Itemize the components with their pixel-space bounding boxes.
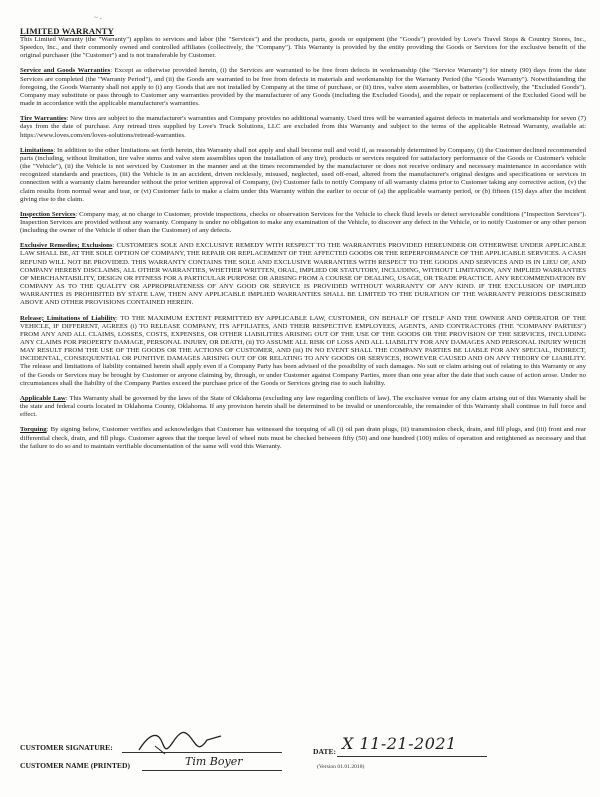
date-line[interactable]	[337, 756, 487, 757]
release-liability-section: Release; Limitations of Liability: TO THE MAXIMUM EXTENT PERMITTED BY APPLICABLE LAW, CUSTOMER, ON BEHALF OF ITSELF AND THE OWNER AND OPERATOR OF THE VEHICLE, IF DIFFERENT, AGREES (i) TO RELEASE COMPANY, ITS AFFILIATES, AND THEIR RESPECTIVE EMPLOYEES, AGENTS, AND CONTRACTORS (THE "COMPANY PARTIES") FROM ANY AND ALL CLAIMS, LOSSES, COSTS, EXPENSES, OR OTHER LIABILITIES ARISING OUT OF THE USE OF THE GOODS OR THE PROVISION OF THE SERVICES, INCLUDING ANY CLAIMS FOR PROPERTY DAMAGE, PERSONAL INJURY, OR DEATH, (ii) TO ASSUME ALL RISK OF LOSS AND ALL LIABILITY FOR ANY DAMAGES AND PERSONAL INJURY WHICH MAY RESULT FROM THE USE OF THE GOODS OR THE ACTIONS OF CUSTOMER, AND (iii) IN NO EVENT SHALL THE COMPANY PARTIES BE LIABLE FOR ANY SPECIAL, INDIRECT, INCIDENTAL, CONSEQUENTIAL OR PUNITIVE DAMAGES ARISING OUT OF OR RELATING TO ANY GOODS OR SERVICES, HOWEVER CAUSED AND ON ANY THEORY OF LIABILITY. The release and limitations of liability contained herein shall apply even if a Company Party has been advised of the possibility of such damages. No suit or claim arising out of relating to this Warranty or any of the Goods or Services may be brought by Customer or anyone claiming by, through, or under Customer against Company Parties, more than one year after the date that such cause of action arose. Under no circumstances shall the liability of the Company Parties exceed the purchase price of the Goods or Services giving rise to such liability.	[20, 314, 586, 387]
exclusive-remedies-section: Exclusive Remedies; Exclusions: CUSTOMER'S SOLE AND EXCLUSIVE REMEDY WITH RESPECT TO THE WARRANTIES PROVIDED HEREUNDER OR OTHERWISE UNDER APPLICABLE LAW SHALL BE, AT THE SOLE OPTION OF COMPANY, THE REPAIR OR REPLACEMENT OF THE AFFECTED GOODS OR THE REPERFORMANCE OF THE APPLICABLE SERVICES. A CASH REFUND WILL NOT BE PROVIDED. THIS WARRANTY CONTAINS THE SOLE AND EXCLUSIVE WARRANTIES WITH RESPECT TO THE GOODS AND SERVICES AND IS IN LIEU OF, AND COMPANY HEREBY DISCLAIMS, ALL OTHER WARRANTIES, WHETHER WRITTEN, ORAL, IMPLIED OR STATUTORY, INCLUDING, WITHOUT LIMITATION, ANY IMPLIED WARRANTIES OF MERCHANTABILITY, DESIGN OR FITNESS FOR A PARTICULAR PURPOSE OR ARISING FROM A COURSE OF DEALING, USAGE, OR TRADE PRACTICE. ANY RECOMMENDATION BY COMPANY AS TO THE QUALITY OR APPROPRIATENESS OF ANY GOOD OR SERVICE IS PROVIDED WITHOUT WARRANTY OF ANY KIND. IF THE EXCLUSION OF IMPLIED WARRANTIES IS PROHIBITED BY STATE LAW, THEN ANY APPLICABLE IMPLIED WARRANTIES SHALL BE LIMITED TO THE DURATION OF THE WARRANTY PERIODS DESCRIBED ABOVE AND OTHER PROVISIONS CONTAINED HEREIN.	[20, 242, 586, 307]
document-title: LIMITED WARRANTY	[20, 26, 115, 36]
service-goods-section: Service and Goods Warranties: Except as otherwise provided herein, (i) the Services are warranted to be free from defects in workmanship (the "Service Warranty") for ninety (90) days from the date Services are completed (the "Warranty Period"), and (ii) the Goods are warranted to be free from defects in materials and workmanship for the Warranty Period (the "Goods Warranty"). Notwithstanding the foregoing, the Goods Warranty shall not apply to (i) any Goods that are not installed by Company at the time of purchase, or (ii) tires, valve stem assemblies, or batteries (collectively, the "Excluded Goods"). Company may substitute or pass through to Customer any warranties provided by the manufacturer of any Goods (including the Excluded Goods), and the repair or replacement of the Excluded Good will be made in accordance with the applicable manufacturer's warranties.	[20, 67, 586, 108]
limitations-section: Limitations: In addition to the other limitations set forth herein, this Warranty shall not apply and shall become null and void if, as reasonably determined by Company, (i) the Customer declined recommended parts (including, without limitation, tire valve stems and valve stem assemblies upon the installation of any tire), products or services required for satisfactory performance of the Goods or Customer's vehicle (the "Vehicle"), (ii) the Vehicle is not serviced by Customer in the manner and at the times recommended by the manufacturer or does not receive ordinary and necessary maintenance in accordance with recognized standards and practices, (iii) the Vehicle is in an accident, driven recklessly, misused, neglected, used off-road, altered from the manufacturer's original designs and specifications or services in connection with a warranty claim hereunder without the prior written approval of Company, (iv) Customer fails to notify Company of all warranty claims prior to Customer taking any corrective action, (v) the claim results from normal wear and tear, or (vi) Customer fails to make a claim under this Warranty within the earlier to occur of (a) the applicable warranty period, or (b) fifteen (15) days after the incident giving rise to the claim.	[20, 146, 586, 203]
name-label: CUSTOMER NAME (PRINTED)	[20, 761, 130, 770]
name-line[interactable]	[142, 770, 282, 771]
customer-signature-scribble	[135, 728, 225, 758]
inspection-services-section: Inspection Services: Company may, at no charge to Customer, provide inspections, checks or observation Services for the Vehicle to check fluid levels or detect serviceable conditions ("Inspection Services"). Inspection Services are provided without any warranty. Company is under no obligation to make any examination of the Vehicle, to discover any defect in the Vehicle, or to notify Customer or any other person (including the owner of the Vehicle if other than the Customer) of any defects.	[20, 210, 587, 235]
warranty-sections	[20, 36, 586, 451]
handwritten-date: X 11-21-2021	[342, 734, 457, 753]
tire-warranties-section: Tire Warranties: New tires are subject to the manufacturer's warranties and Company provides no additional warranty. Used tires will be warranted against defects in materials and workmanship for seven (7) days from the date of purchase. Any retread tires supplied by Love's Truck Solutions, LLC are excluded from this Warranty and subject to the terms of the applicable Retread Warranty, available at: https://www.loves.com/en/loves-solutions/retread-warranties.	[20, 115, 586, 139]
corner-mark: ~ -	[94, 14, 102, 22]
intro-section: This Limited Warranty (the "Warranty") applies to services and labor (the "Services") and the products, parts, goods or equipment (the "Goods") provided by Love's Travel Stops & Country Stores, Inc., Speedco, Inc., and their commonly owned and controlled affiliates (collectively, the "Company"). This Warranty is provided by the entity providing the Goods or Services for the exclusive benefit of the original purchaser (the "Customer") and is not transferable by Customer.	[20, 36, 586, 60]
handwritten-name: Tim Boyer	[185, 755, 243, 768]
signature-label: CUSTOMER SIGNATURE:	[20, 743, 113, 752]
version-label: (Version 01.01.2018)	[317, 764, 365, 770]
applicable-law-section: Applicable Law: This Warranty shall be governed by the laws of the State of Oklahoma (excluding any law regarding conflicts of law). The exclusive venue for any claim arising out of this Warranty shall be the state and federal courts located in Oklahoma County, Oklahoma. If any provision herein shall be determined to be invalid or unenforceable, the remainder of this Warranty shall continue in full force and effect.	[20, 394, 586, 419]
torquing-section: Torquing: By signing below, Customer verifies and acknowledges that Customer has witnessed the torquing of all (i) oil pan drain plugs, (ii) transmission check, drain, and fill plugs, and (iii) front and rear differential check, drain, and fill plugs. Customer agrees that the torque level of wheel nuts must be checked between fifty (50) and one hundred (100) miles of operation and retightened as necessary and that the failure to do so and to maintain verifiable documentation of the same will void this Warranty.	[20, 426, 586, 450]
date-label: DATE:	[313, 747, 337, 756]
warranty-page	[20, 14, 586, 451]
